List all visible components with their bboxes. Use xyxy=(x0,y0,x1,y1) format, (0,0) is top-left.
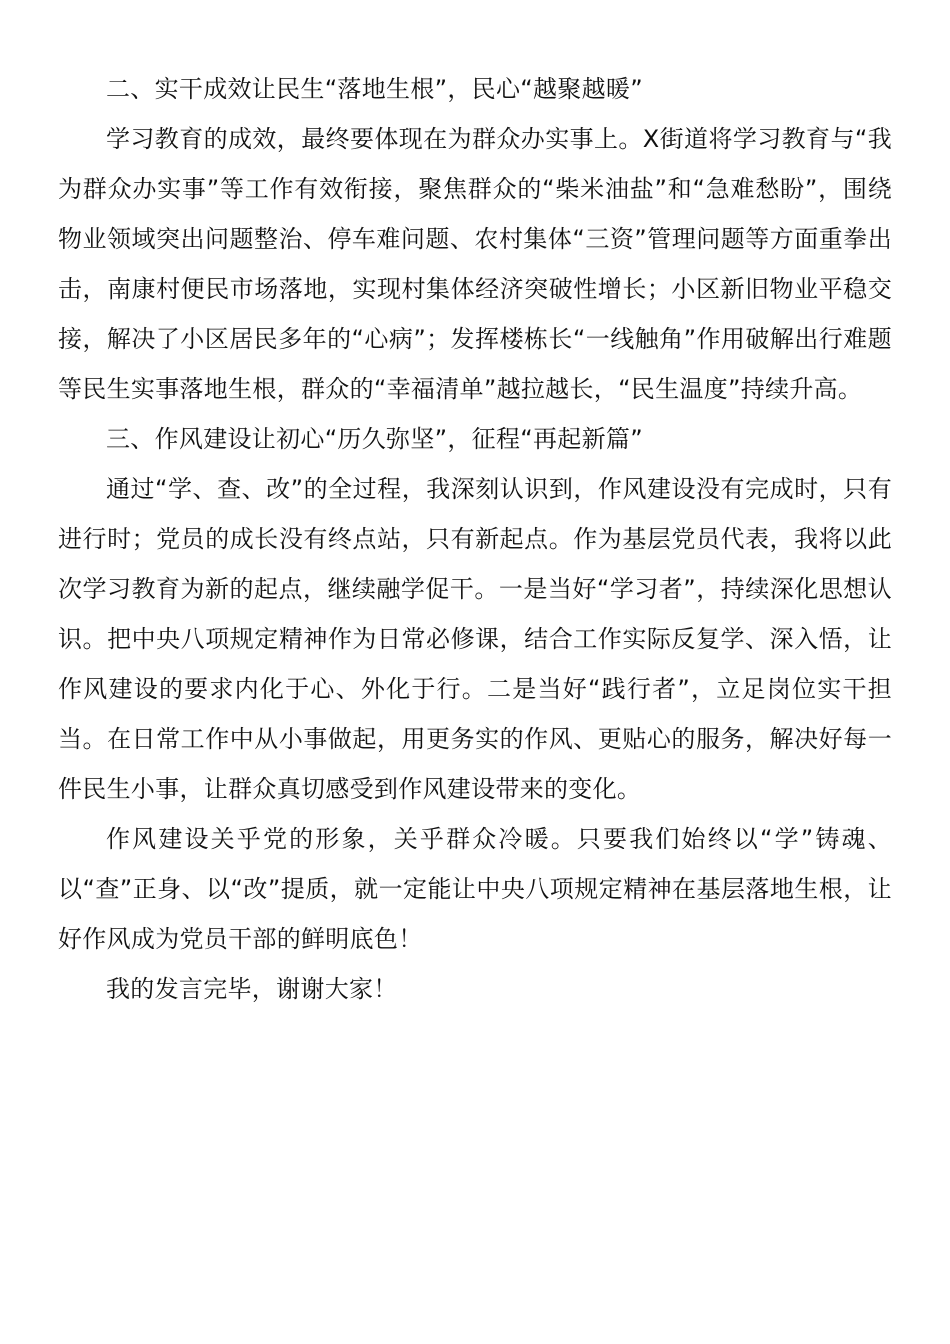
section-heading-3: 三、作风建设让初心“历久弥坚”，征程“再起新篇” xyxy=(106,425,643,453)
paragraph-conclusion: 作风建设关乎党的形象，关乎群众冷暖。只要我们始终以“学”铸魂、以“查”正身、以“改”提质，就一定能让中央八项规定精神在基层落地生根，让好作风成为党员干部的鲜明底色！ xyxy=(58,825,892,953)
paragraph-style-building: 通过“学、查、改”的全过程，我深刻认识到，作风建设没有完成时，只有进行时；党员的成长没有终点站，只有新起点。作为基层党员代表，我将以此次学习教育为新的起点，继续融学促干。一是当好“学习者”，持续深化思想认识。把中央八项规定精神作为日常必修课，结合工作实际反复学、深入悟，让作风建设的要求内化于心、外化于行。二是当好“践行者”，立足岗位实干担当。在日常工作中从小事做起，用更务实的作风、更贴心的服务，解决好每一件民生小事，让群众真切感受到作风建设带来的变化。 xyxy=(58,475,892,803)
document-body xyxy=(58,64,892,1014)
paragraph-results: 学习教育的成效，最终要体现在为群众办实事上。X街道将学习教育与“我为群众办实事”等工作有效衔接，聚焦群众的“柴米油盐”和“急难愁盼”，围绕物业领域突出问题整治、停车难问题、农村集体“三资”管理问题等方面重拳出击，南康村便民市场落地，实现村集体经济突破性增长；小区新旧物业平稳交接，解决了小区居民多年的“心病”；发挥楼栋长“一线触角”作用破解出行难题等民生实事落地生根，群众的“幸福清单”越拉越长，“民生温度”持续升高。 xyxy=(58,125,892,403)
section-heading-2: 二、实干成效让民生“落地生根”，民心“越聚越暖” xyxy=(106,75,643,103)
paragraph-closing: 我的发言完毕，谢谢大家！ xyxy=(106,975,398,1003)
